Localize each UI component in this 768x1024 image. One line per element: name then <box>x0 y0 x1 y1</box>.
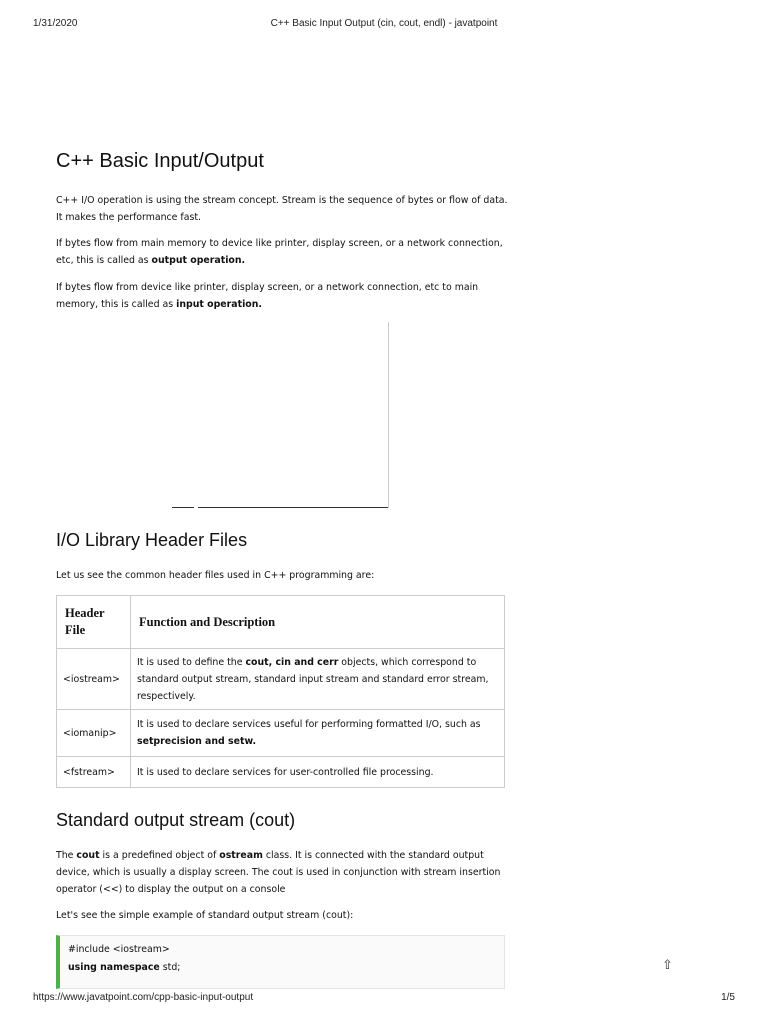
input-paragraph <box>56 279 508 313</box>
page-number: 1/5 <box>721 992 735 1003</box>
page-title: C++ Basic Input/Output <box>56 150 264 172</box>
table-header-file: Header File <box>57 596 131 649</box>
header-file-cell: <fstream> <box>57 757 131 788</box>
output-paragraph <box>56 235 508 269</box>
section-heading-cout: Standard output stream (cout) <box>56 810 296 830</box>
input-bold: input operation. <box>176 299 262 310</box>
table-row <box>57 649 505 710</box>
table-header-description: Function and Description <box>131 596 505 649</box>
code-line: #include <iostream> <box>68 944 170 955</box>
description-cell: It is used to define the cout, cin and cerr objects, which correspond to standard output stream, standard input stream and standard error stream, respectively. <box>131 649 505 710</box>
print-title: C++ Basic Input Output (cin, cout, endl) - javatpoint <box>270 18 498 29</box>
up-arrow-icon[interactable]: ⇧ <box>662 958 673 973</box>
description-cell: It is used to declare services useful for performing formatted I/O, such as setprecision and setw. <box>131 710 505 757</box>
header-file-cell: <iomanip> <box>57 710 131 757</box>
stream-diagram-image <box>172 322 389 508</box>
header-files-table <box>56 595 505 788</box>
cout-paragraph: The cout is a predefined object of ostream class. It is connected with the standard output device, which is usually a display screen. The cout is used in conjunction with stream insertion operator (<<) to display the output on a console <box>56 850 501 895</box>
print-url: https://www.javatpoint.com/cpp-basic-input-output <box>33 992 254 1003</box>
table-row <box>57 710 505 757</box>
code-line: using namespace std; <box>68 962 181 973</box>
section-heading-headers: I/O Library Header Files <box>56 530 248 550</box>
headers-intro: Let us see the common header files used in C++ programming are: <box>56 570 375 581</box>
cout-example-intro: Let's see the simple example of standard output stream (cout): <box>56 910 354 921</box>
header-file-cell: <iostream> <box>57 649 131 710</box>
output-bold: output operation. <box>151 255 246 266</box>
output-text: If bytes flow from main memory to device like printer, display screen, or a network connection, etc, this is called as <box>56 238 503 266</box>
intro-paragraph: C++ I/O operation is using the stream concept. Stream is the sequence of bytes or flow of data. It makes the performance fast. <box>56 195 508 223</box>
input-text: If bytes flow from device like printer, display screen, or a network connection, etc to main memory, this is called as <box>56 282 479 310</box>
table-header-row <box>57 596 505 649</box>
code-block <box>56 935 505 989</box>
print-date: 1/31/2020 <box>33 18 78 29</box>
description-cell: It is used to declare services for user-controlled file processing. <box>131 757 505 788</box>
table-row <box>57 757 505 788</box>
